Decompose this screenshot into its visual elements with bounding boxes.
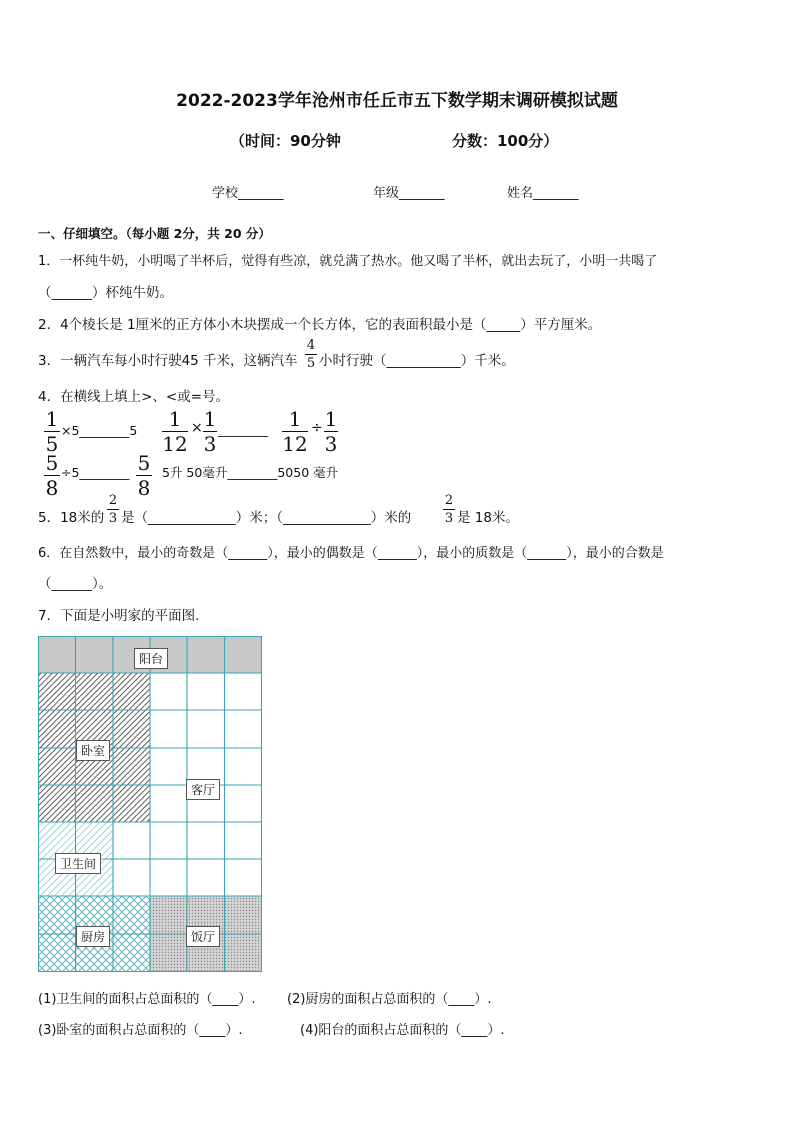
question-7-intro: 7．下面是小明家的平面图. — [38, 608, 200, 624]
grade-field: 年级_______ — [373, 186, 445, 201]
page-title: 2022-2023学年沧州市任丘市五下数学期末调研模拟试题 — [176, 91, 618, 111]
question-5-post: 是 18米。 — [457, 510, 519, 526]
question-7-part-1: (1)卫生间的面积占总面积的（____）. — [38, 992, 256, 1007]
question-3-post: 小时行驶（___________）千米。 — [319, 353, 515, 369]
question-4-intro: 4．在横线上填上>、<或=号。 — [38, 389, 230, 405]
balcony-label: 阳台 — [134, 648, 168, 669]
q4-b-fraction-2: 1 3 — [203, 407, 217, 456]
bathroom-label: 卫生间 — [55, 853, 101, 874]
section-heading: 一、仔细填空。（每小题 2分，共 20 分） — [38, 226, 271, 241]
floor-plan-svg — [38, 636, 262, 972]
question-3-pre: 3．一辆汽车每小时行驶45 千米，这辆汽车 — [38, 353, 298, 369]
q4-a-fraction: 1 5 — [45, 407, 59, 456]
q4-c-rest: ÷5________ — [61, 465, 130, 480]
question-2: 2．4个棱长是 1厘米的正方体小木块摆成一个长方体，它的表面积最小是（_____）平方厘米。 — [38, 317, 602, 333]
floor-plan — [38, 636, 262, 972]
exam-time: （时间：90分钟 — [230, 132, 341, 150]
q4-c-fraction-2: 5 8 — [137, 451, 151, 500]
question-5-fraction: 2 3 — [108, 493, 118, 526]
q4-b-fraction-3: 1 12 — [282, 407, 308, 456]
q4-b-fraction-4: 1 3 — [324, 407, 338, 456]
school-field: 学校_______ — [212, 186, 284, 201]
question-6-line-1: 6．在自然数中，最小的奇数是（______），最小的偶数是（______），最小的质数是（______），最小的合数是 — [38, 546, 664, 561]
kitchen-label: 厨房 — [76, 926, 110, 947]
q4-c-fraction: 5 8 — [45, 451, 59, 500]
living-room-label: 客厅 — [186, 779, 220, 800]
question-6-line-2: （______）。 — [38, 576, 113, 592]
q4-b-blank: ________ — [218, 422, 268, 437]
question-3-fraction: 4 5 — [306, 338, 316, 371]
q4-d-text: 5升 50毫升________5050 毫升 — [162, 465, 339, 480]
question-1-line-2: （______）杯纯牛奶。 — [38, 285, 173, 301]
question-7-part-2: (2)厨房的面积占总面积的（____）. — [287, 992, 492, 1007]
question-5-mid: 是（_____________）米；（_____________）米的 — [121, 510, 412, 526]
q4-b-fraction-1: 1 12 — [162, 407, 188, 456]
question-7-part-3: (3)卧室的面积占总面积的（____）. — [38, 1023, 243, 1038]
bedroom-label: 卧室 — [76, 740, 110, 761]
question-1-line-1: 1．一杯纯牛奶，小明喝了半杯后，觉得有些凉，就兑满了热水。他又喝了半杯，就出去玩了，小明一共喝了 — [38, 254, 658, 269]
name-field: 姓名_______ — [507, 186, 579, 201]
question-5-fraction-2: 2 3 — [444, 493, 454, 526]
q4-a-rest: ×5________5 — [61, 423, 138, 438]
question-5-pre: 5．18米的 — [38, 510, 105, 526]
dining-room-label: 饭厅 — [186, 926, 220, 947]
q4-b-times: × — [191, 420, 203, 436]
q4-b-divide: ÷ — [311, 420, 323, 436]
exam-score: 分数：100分） — [452, 132, 559, 150]
question-7-part-4: (4)阳台的面积占总面积的（____）. — [300, 1023, 505, 1038]
